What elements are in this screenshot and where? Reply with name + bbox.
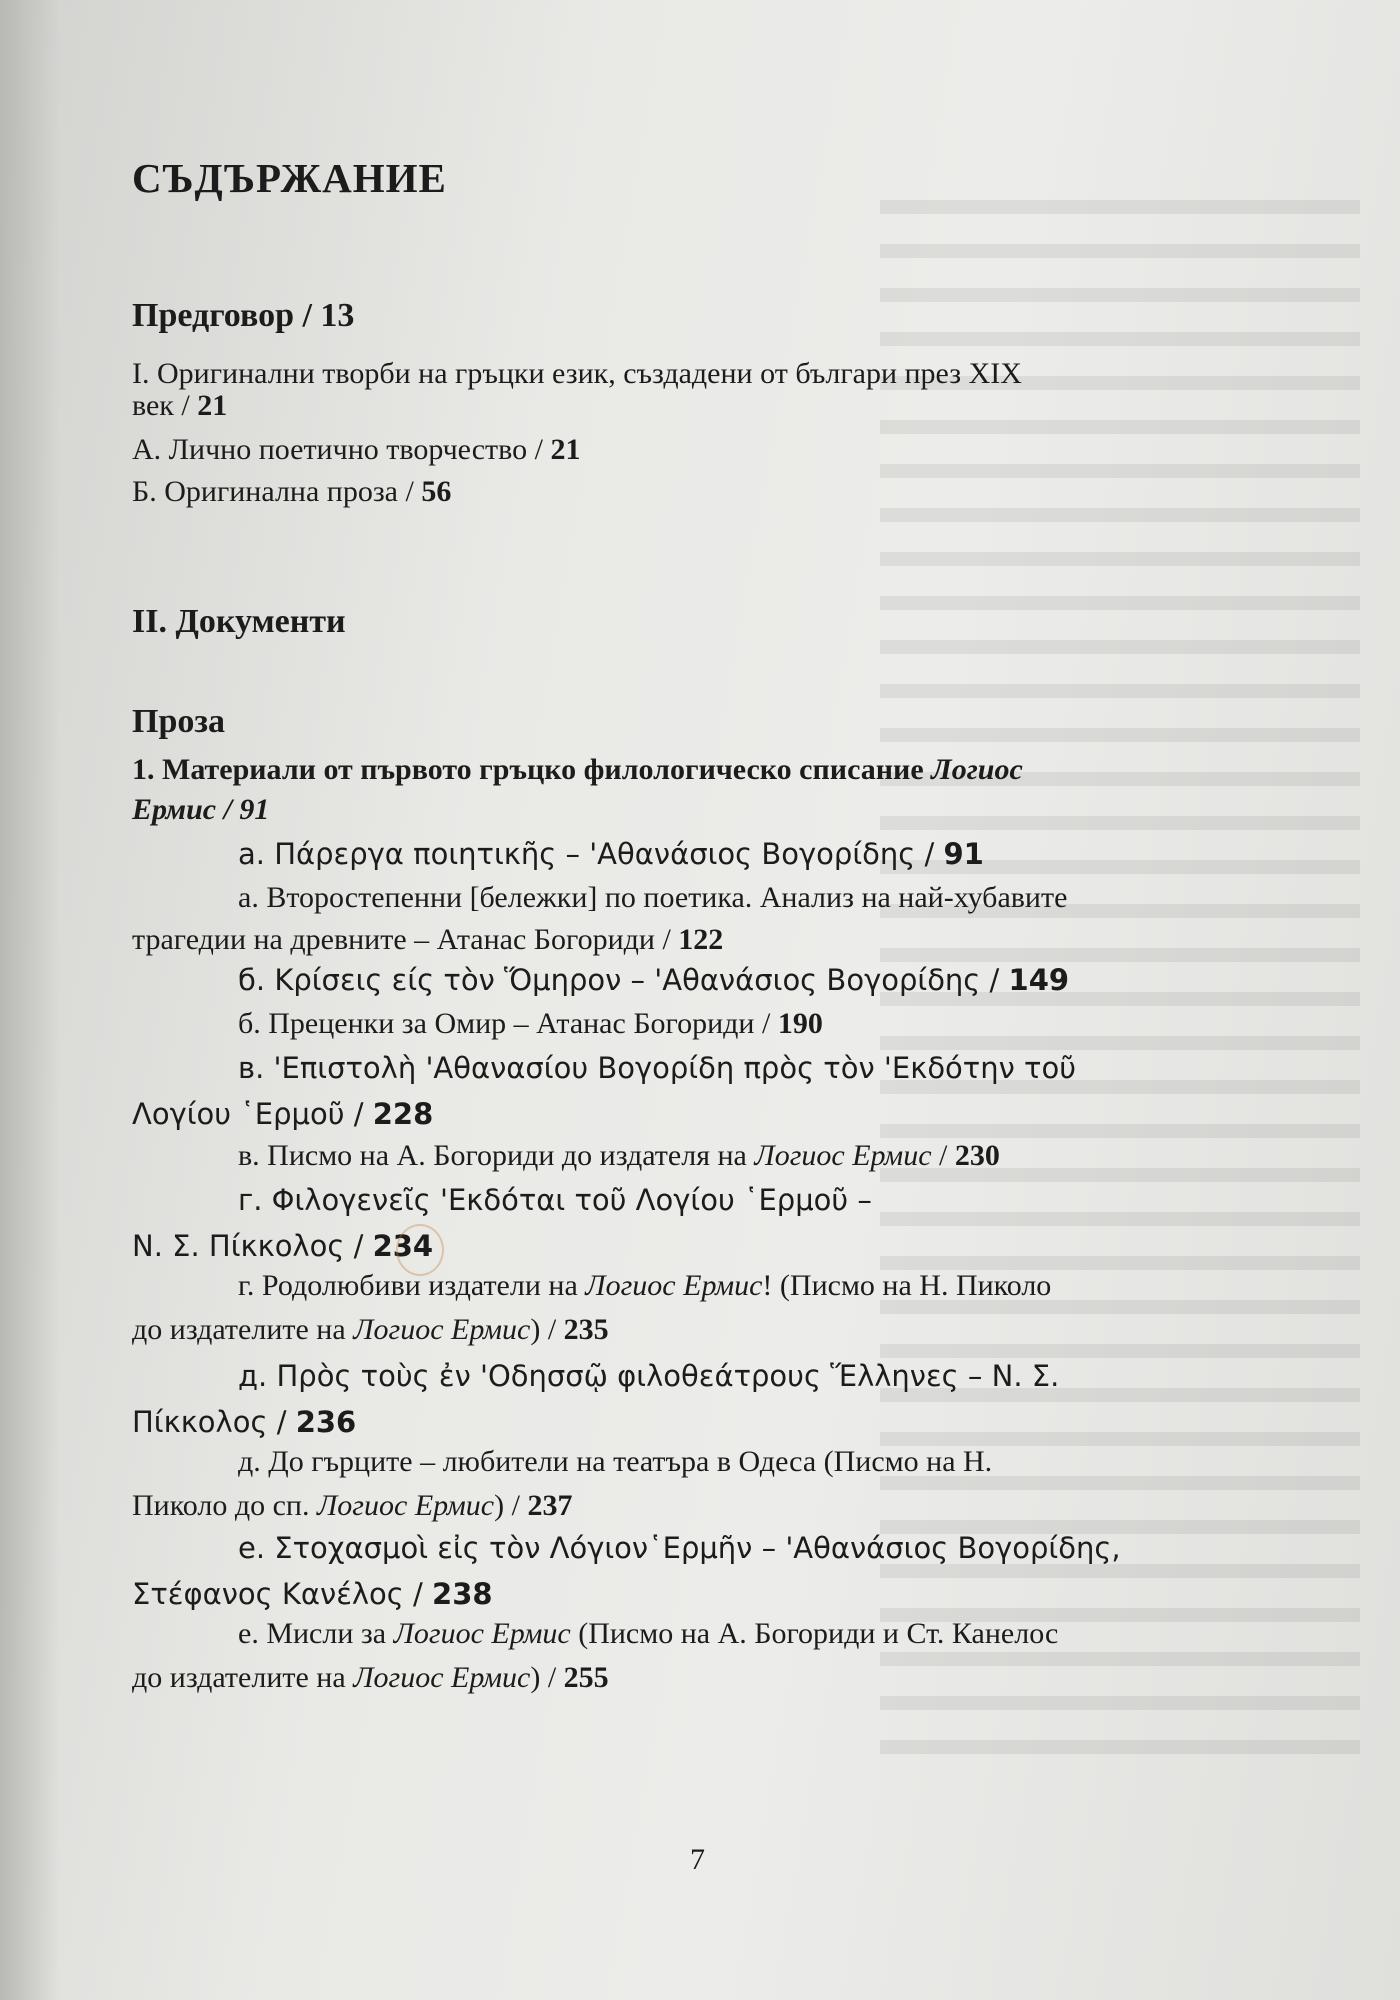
toc-entry-e-greek-line-2: Στέφανος Κανέλος / 238 [132, 1577, 493, 1611]
toc-entry-d-greek-line-1: д. Πρὸς τοὺς ἐν 'Οδησσῷ φιλοθεάτρους Ἕλληνες – Ν. Σ. [238, 1359, 1060, 1393]
toc-prose-heading: Проза [132, 703, 226, 740]
toc-entry-a-greek: а. Πάρεργα ποιητικῆς – 'Αθανάσιος Βογορίδης / 91 [238, 837, 984, 871]
toc-entry-v-greek-line-2: Λογίου ῾Ερμοῦ / 228 [132, 1097, 434, 1131]
toc-entry-g-bg-line-2: до издателите на Логиос Ермис) / 235 [132, 1313, 609, 1346]
toc-entry-a-bg-line-1: а. Второстепенни [бележки] по поетика. Анализ на най-хубавите [238, 881, 1068, 914]
toc-entry-v-bg: в. Писмо на А. Богориди до издателя на Логиос Ермис / 230 [238, 1139, 1000, 1172]
page-number: 7 [690, 1843, 705, 1876]
toc-materials-line-2: Ермис / 91 [132, 793, 270, 826]
toc-section-1-line-1: I. Оригинални творби на гръцки език, създадени от българи през XIX [132, 357, 1022, 390]
toc-entry-e-bg-line-2: до издателите на Логиос Ермис) / 255 [132, 1661, 609, 1694]
toc-entry-v-greek-line-1: в. 'Επιστολὴ 'Αθανασίου Βογορίδη πρὸς τὸν 'Εκδότην τοῦ [238, 1051, 1077, 1085]
toc-entry-d-bg-line-2: Пиколо до сп. Логиос Ермис) / 237 [132, 1489, 573, 1522]
toc-entry-b: Б. Оригинална проза / 56 [132, 475, 452, 508]
pencil-circle-mark [396, 1224, 444, 1276]
toc-entry-a-bg-line-2: трагедии на древните – Атанас Богориди / 122 [132, 923, 724, 956]
toc-entry-g-greek-line-2: Ν. Σ. Πίκκολος / 234 [132, 1229, 434, 1263]
toc-entry-g-greek-line-1: г. Φιλογενεῖς 'Εκδόται τοῦ Λογίου ῾Ερμοῦ – [238, 1183, 872, 1217]
toc-entry-b-greek: б. Κρίσεις είς τὸν Ὅμηρον – 'Αθανάσιος Βογορίδης / 149 [238, 963, 1070, 997]
toc-entry-e-greek-line-1: е. Στοχασμοὶ εἰς τὸν Λόγιον῾Ερμῆν – 'Αθανάσιος Βογορίδης, [238, 1531, 1121, 1565]
toc-entry-e-bg-line-1: е. Мисли за Логиос Ермис (Писмо на А. Богориди и Ст. Канелос [238, 1617, 1059, 1650]
page-title: СЪДЪРЖАНИЕ [132, 155, 447, 201]
toc-section-2: II. Документи [132, 603, 346, 640]
toc-entry-d-greek-line-2: Πίκκολος / 236 [132, 1405, 357, 1439]
toc-entry-a: А. Лично поетично творчество / 21 [132, 433, 581, 466]
toc-materials-line-1: 1. Материали от първото гръцко филологическо списание Логиос [132, 753, 1023, 786]
toc-section-1-line-2: век / 21 [132, 389, 228, 422]
toc-entry-b-bg: б. Преценки за Омир – Атанас Богориди / 190 [238, 1007, 823, 1040]
page-fold-shadow [0, 0, 60, 2000]
toc-entry-d-bg-line-1: д. До гърците – любители на театъра в Одеса (Писмо на Н. [238, 1445, 993, 1478]
toc-preface: Предговор / 13 [132, 297, 355, 334]
toc-entry-g-bg-line-1: г. Родолюбиви издатели на Логиос Ермис! (Писмо на Н. Пиколо [238, 1269, 1052, 1302]
